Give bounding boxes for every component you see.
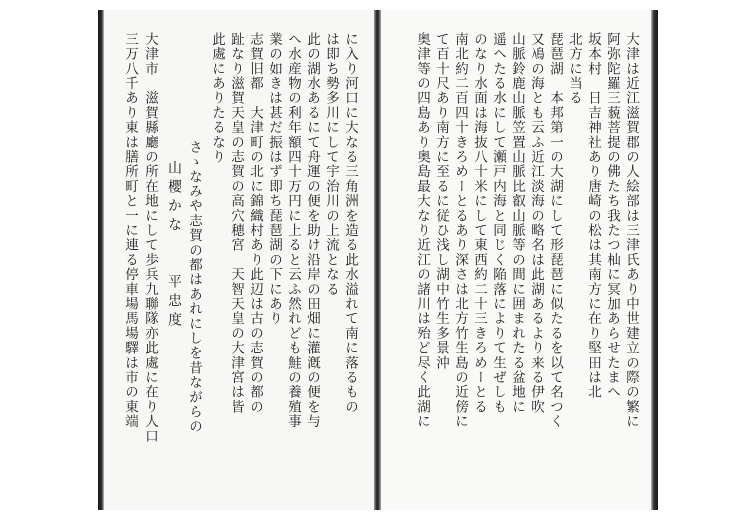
poem-line: さゝなみや志賀の都はあれにしを昔ながらの	[186, 140, 202, 434]
text-column: 北方に当る	[566, 32, 582, 106]
text-column: へ水産物の利年額四十万円に上ると云ふ然れども鮭の養殖事	[285, 32, 301, 429]
text-column: 此處にありたるなり	[209, 32, 225, 165]
book-gutter	[374, 10, 381, 510]
text-column: は即ち勢多川にして宇治川の上流となる	[323, 32, 339, 297]
text-column: 奥津等の四島あり奥島最大なり近江の諸川は殆ど尽く此湖に	[414, 32, 430, 429]
text-column: 業の如きは甚だ振はず即ち琵琶湖の下にあり	[266, 32, 282, 326]
poem-line: 山櫻かな 平忠度	[166, 160, 182, 331]
left-page-edge	[98, 10, 104, 510]
text-column: 又鳰の海とも云ふ近江淡海の略名は此湖あるより来る伊吹	[528, 32, 544, 415]
text-column: 三万八千あり東は膳所町と一に連る停車場馬場驛は市の東端	[122, 32, 138, 429]
text-column: 南北約二百四十きろめーとるあり深さは北方竹生島の近傍に	[452, 32, 468, 429]
text-column: 山脈鈴鹿山脈笠置山脈比叡山脈等の間に囲まれたる盆地に	[509, 32, 525, 415]
right-page	[381, 10, 658, 510]
text-column: て百十尺あり南方に至るに従ひ浅し湖中竹生多景沖	[433, 32, 449, 371]
text-column: 大津は近江滋賀郡の人絵部は三津氏あり中世建立の際の繁に	[623, 32, 639, 429]
text-column: に入り河口に大なる三角洲を造る此水溢れて南に落るもの	[342, 32, 358, 415]
text-column: 坂本村 日吉神社あり唐崎の松は其南方に在り堅田は北	[585, 32, 601, 400]
text-column: 志賀旧都 大津町の北に錦織村あり此辺は古の志賀の都の	[247, 32, 263, 415]
left-page	[98, 10, 374, 510]
text-column: 大津市 滋賀縣廳の所在地にして歩兵九聯隊亦此處に在り人口	[142, 32, 158, 444]
right-page-edge	[651, 10, 658, 510]
text-column: 趾なり滋賀天皇の志賀の高穴穂宮 天智天皇の大津宮は皆	[228, 32, 244, 415]
text-column: のなり水面は海抜八十米にして東西約二十三きろめーとる	[471, 32, 487, 415]
text-column: 阿弥陀羅三藐菩提の佛たち我たつ杣に冥加あらせたまへ	[604, 32, 620, 400]
text-column: 遥へたる水にして瀬戸内海と同じく陥落によりて生ぜしも	[490, 32, 506, 415]
book-spread	[98, 10, 658, 510]
text-column: 此の湖水あるにて舟運の便を助け沿岸の田畑に灌漑の便を与	[304, 32, 320, 429]
text-column: 琵琶湖 本邦第一の大湖にして形琵琶に似たるを以て名つく	[547, 32, 563, 429]
